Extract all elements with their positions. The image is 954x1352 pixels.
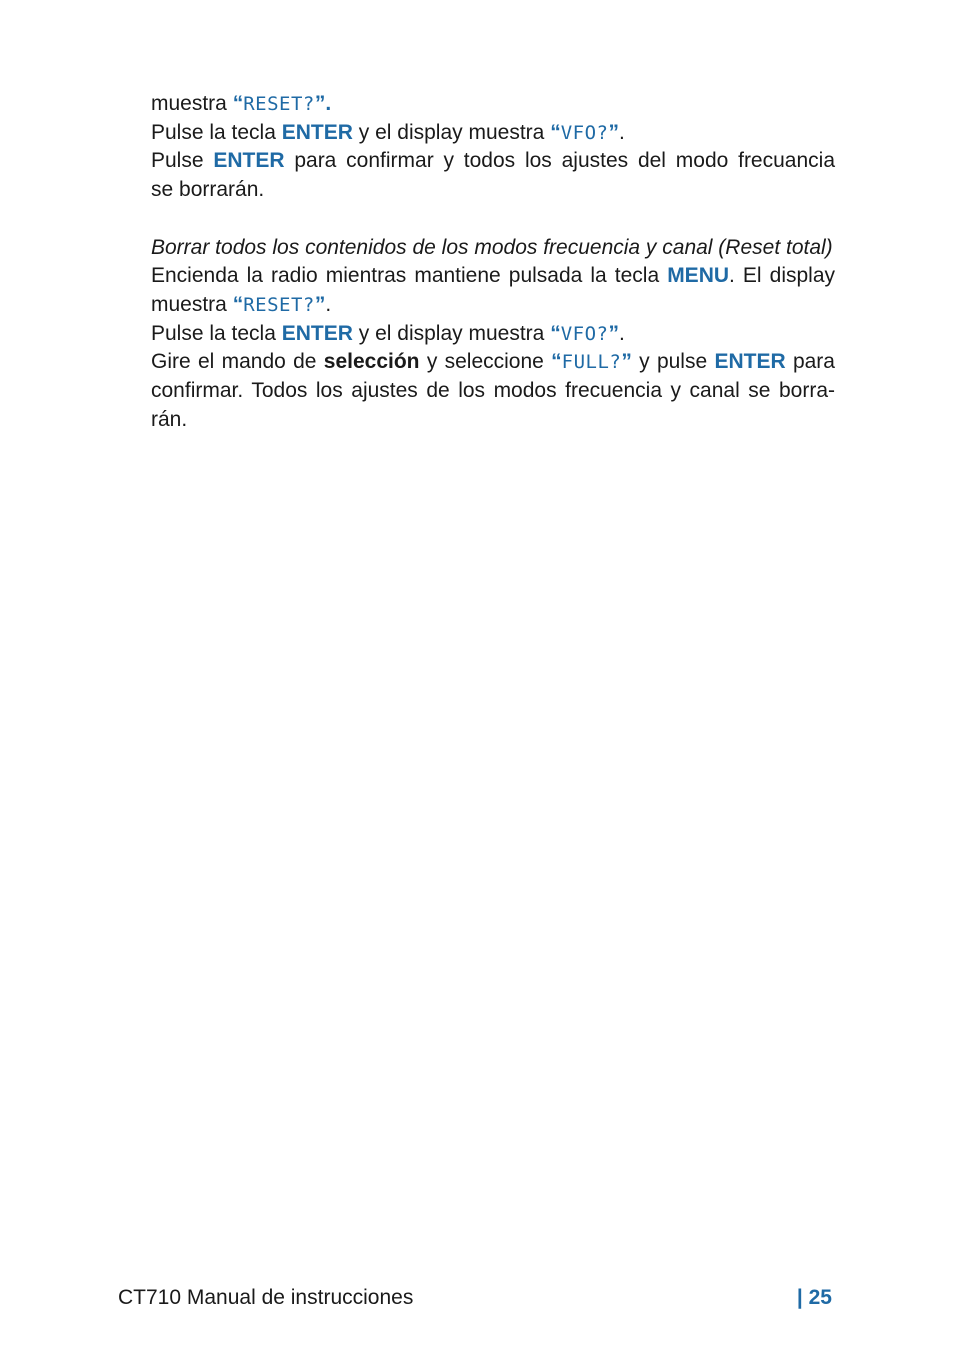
key-enter: ENTER (281, 321, 353, 345)
p2-line-5: confirmar. Todos los ajustes de los modos frecuencia y canal se borra- (151, 379, 835, 403)
key-enter: ENTER (714, 350, 786, 374)
key-enter: ENTER (213, 149, 285, 173)
close-quote: ” (314, 292, 326, 316)
text: Pulse la tecla (151, 321, 282, 345)
open-quote: “ (550, 120, 561, 144)
text: y el display muestra (352, 321, 551, 345)
text: Pulse la tecla (151, 120, 282, 144)
p1-line-2 (151, 119, 835, 148)
text: para confirmar y todos los ajustes del modo frecuancia (284, 149, 835, 173)
bold-term: selección (323, 350, 420, 374)
text: y el display muestra (352, 120, 551, 144)
open-quote: “ (232, 92, 244, 115)
p1-line-3 (151, 147, 835, 176)
section-heading: Borrar todos los contenidos de los modos frecuencia y canal (Reset total) (151, 235, 833, 259)
page-body (151, 90, 835, 434)
text: . (618, 120, 625, 144)
footer-title: CT710 Manual de instrucciones (118, 1286, 414, 1309)
p1-line-1 (151, 90, 835, 119)
text: muestra (151, 92, 233, 115)
close-quote: ” (608, 120, 619, 144)
p2-line-1 (151, 262, 835, 291)
p2-line-3 (151, 320, 835, 349)
text: . (325, 92, 332, 115)
text: . (618, 321, 625, 345)
lcd-display-text: RESET? (243, 293, 315, 316)
page-number: | 25 (796, 1286, 832, 1309)
p2-line-2 (151, 291, 835, 320)
text: y seleccione (419, 350, 552, 374)
lcd-display-text: FULL? (561, 351, 622, 374)
p2-line-6: rán. (151, 407, 188, 431)
text: . El display (729, 264, 836, 288)
close-quote: ” (608, 321, 619, 345)
text: para (785, 350, 835, 374)
paragraph-gap (151, 205, 835, 234)
p2-line-4 (151, 348, 835, 377)
close-quote: ” (621, 350, 632, 374)
text: . (325, 292, 332, 316)
text: muestra (151, 292, 233, 316)
text: y pulse (631, 350, 715, 374)
open-quote: “ (232, 292, 244, 316)
text: Gire el mando de (151, 350, 324, 374)
key-enter: ENTER (281, 120, 353, 144)
close-quote: ” (314, 92, 326, 115)
lcd-display-text: VFO? (560, 322, 609, 345)
open-quote: “ (550, 321, 561, 345)
key-menu: MENU (667, 264, 730, 288)
text: Encienda la radio mientras mantiene pulsada la tecla (151, 264, 668, 288)
open-quote: “ (551, 350, 562, 374)
text: Pulse (151, 149, 214, 173)
lcd-display-text: RESET? (243, 93, 315, 115)
lcd-display-text: VFO? (560, 121, 609, 144)
p1-line-4: se borrarán. (151, 178, 265, 202)
